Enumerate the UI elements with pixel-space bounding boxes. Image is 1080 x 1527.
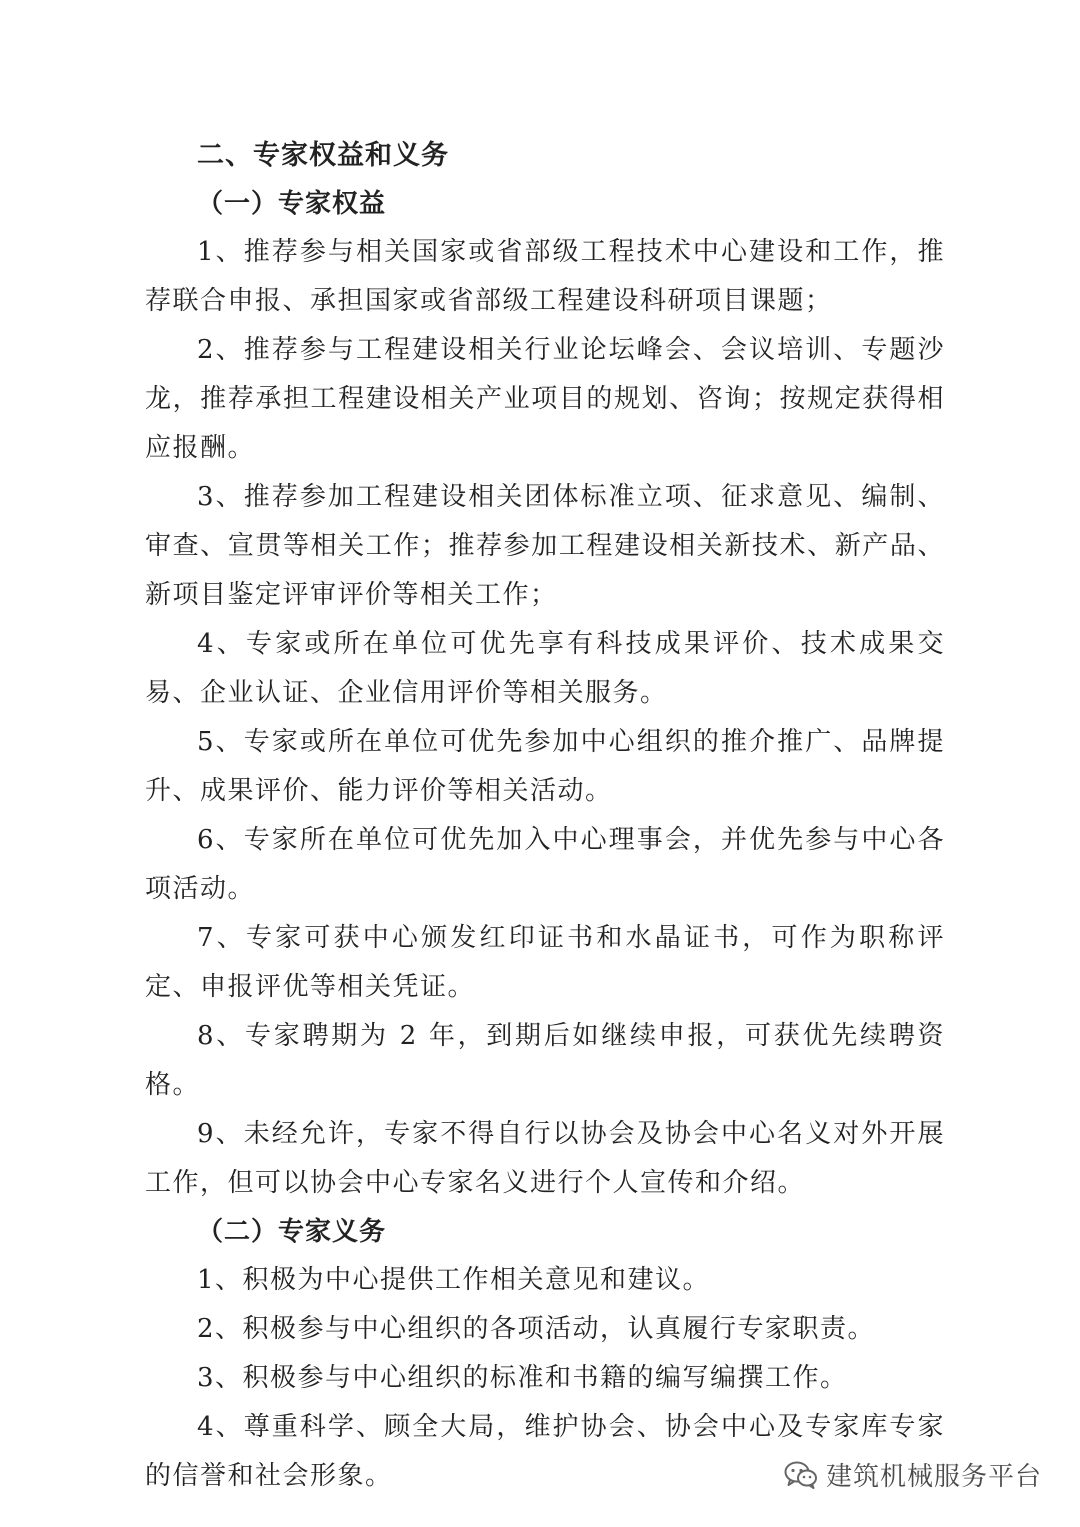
rights-item-6: 6、专家所在单位可优先加入中心理事会，并优先参与中心各项活动。 xyxy=(145,825,945,904)
duties-item-2: 2、积极参与中心组织的各项活动，认真履行专家职责。 xyxy=(197,1314,876,1344)
duties-title: （二）专家义务 xyxy=(197,1217,387,1247)
duties-item-1: 1、积极为中心提供工作相关意见和建议。 xyxy=(197,1265,711,1295)
watermark xyxy=(784,1456,1042,1493)
duties-item-3: 3、积极参与中心组织的标准和书籍的编写编撰工作。 xyxy=(197,1363,848,1393)
rights-item-3: 3、推荐参加工程建设相关团体标准立项、征求意见、编制、审查、宣贯等相关工作；推荐参加工程建设相关新技术、新产品、新项目鉴定评审评价等相关工作； xyxy=(145,482,945,610)
rights-item-7: 7、专家可获中心颁发红印证书和水晶证书，可作为职称评定、申报评优等相关凭证。 xyxy=(145,923,945,1002)
rights-item-5: 5、专家或所在单位可优先参加中心组织的推介推广、品牌提升、成果评价、能力评价等相关活动。 xyxy=(145,727,945,806)
duties-item-4: 4、尊重科学、顾全大局，维护协会、协会中心及专家库专家的信誉和社会形象。 xyxy=(145,1412,945,1491)
rights-item-2: 2、推荐参与工程建设相关行业论坛峰会、会议培训、专题沙龙，推荐承担工程建设相关产业项目的规划、咨询；按规定获得相应报酬。 xyxy=(145,335,945,463)
rights-item-1: 1、推荐参与相关国家或省部级工程技术中心建设和工作，推荐联合申报、承担国家或省部级工程建设科研项目课题； xyxy=(145,237,945,316)
rights-item-9: 9、未经允许，专家不得自行以协会及协会中心名义对外开展工作，但可以协会中心专家名义进行个人宣传和介绍。 xyxy=(145,1119,945,1198)
wechat-icon xyxy=(784,1461,818,1489)
document-body xyxy=(145,132,945,1501)
rights-title: （一）专家权益 xyxy=(197,189,387,219)
rights-item-4: 4、专家或所在单位可优先享有科技成果评价、技术成果交易、企业认证、企业信用评价等相关服务。 xyxy=(145,629,945,708)
section-title: 二、专家权益和义务 xyxy=(197,140,449,171)
rights-item-8: 8、专家聘期为 2 年，到期后如继续申报，可获优先续聘资格。 xyxy=(145,1021,945,1100)
watermark-text: 建筑机械服务平台 xyxy=(825,1462,1042,1492)
